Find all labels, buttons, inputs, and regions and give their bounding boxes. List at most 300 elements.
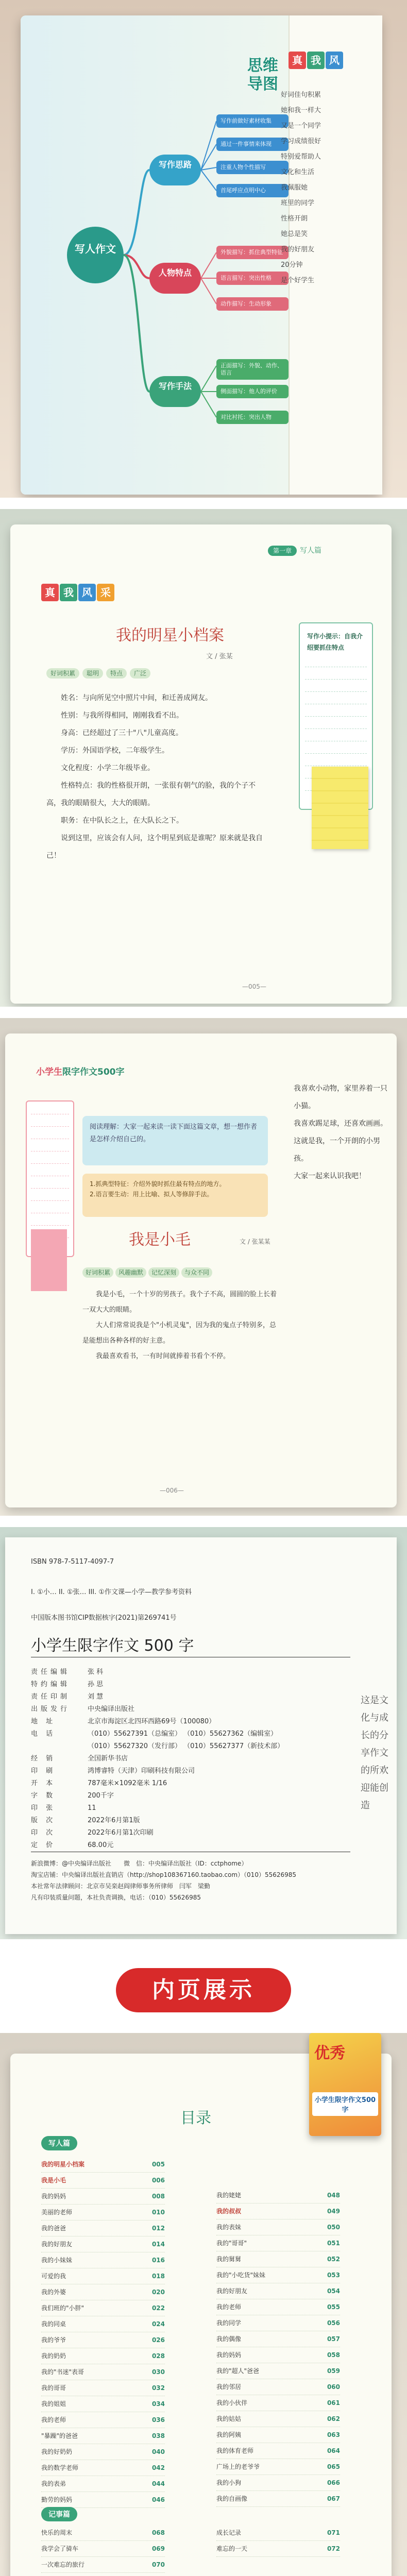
toc-item-page: 071 (327, 2529, 340, 2536)
info-row (31, 1740, 319, 1753)
info-row (31, 1827, 319, 1839)
toc-title: 目录 (180, 2109, 211, 2127)
toc-item-title: 我的爷爷 (41, 2336, 66, 2344)
info-value: 68.00元 (88, 1841, 114, 1849)
info-row (31, 1802, 319, 1815)
footer-line: 淘宝店铺：中央编译出版社直销店（http://shop108367160.taobao.com）（010）55626985 (31, 1871, 297, 1878)
toc-item-title: 我的好朋友 (41, 2241, 73, 2248)
keyword: 特点 (106, 668, 127, 679)
contents-panel (0, 2033, 407, 2576)
leaf-node: 写作前做好素材收集 (216, 114, 289, 128)
text-line: 我佩服她 (281, 184, 308, 192)
toc-item (41, 2205, 165, 2221)
toc-item-title: 我的同学 (216, 2319, 242, 2327)
toc-section: 记事篇 (41, 2507, 77, 2521)
toc-item-title: 我学会了骑车 (41, 2545, 79, 2552)
tag: 真 (41, 584, 59, 601)
toc-item-title: 我的舅舅 (216, 2256, 242, 2263)
essay-body (82, 1287, 278, 1364)
grid-line (31, 1188, 69, 1189)
toc-item-title: 美丽的老师 (41, 2209, 73, 2216)
toc-item-title: 我们班的"小胖" (41, 2304, 84, 2312)
toc-item (41, 2444, 165, 2460)
tag: 风 (78, 584, 96, 601)
toc-item (41, 2316, 165, 2332)
toc-item (216, 2331, 340, 2347)
info-row (31, 1703, 319, 1716)
toc-item-page: 024 (151, 2320, 165, 2328)
toc-item (216, 2235, 340, 2251)
keyword: 聪明 (82, 668, 103, 679)
info-key: 出版发行 (31, 1705, 71, 1713)
text-line: 学习成绩很好 (281, 138, 321, 145)
essay-paragraph: 这就是我，一个开朗的小男孩。 (294, 1137, 380, 1163)
toc-item-page: 028 (151, 2352, 165, 2360)
toc-item (41, 2300, 165, 2316)
info-value: 刘 慧 (88, 1693, 104, 1701)
intro-box: 阅读理解：大家一起来读一读下面这篇文章，想一想作者是怎样介绍自己的。 (82, 1116, 268, 1165)
book-cover-thumbnail (309, 2033, 381, 2136)
toc-item-page: 055 (327, 2303, 340, 2311)
keyword: 记忆深刻 (148, 1267, 179, 1278)
essay-paragraph: 姓名：与向所见空中照片中间，和迁善成网友。 (61, 694, 212, 702)
toc-item-page: 057 (327, 2335, 340, 2343)
info-row (31, 1679, 319, 1691)
leaf-node: 外貌描写：抓住典型特征 (216, 246, 289, 259)
cover-subtitle: 小学生限字作文500字 (312, 2092, 378, 2116)
essay-paragraph: 大家一起来认识我吧！ (294, 1172, 366, 1180)
toc-item-title: 我的阿姨 (216, 2431, 242, 2438)
toc-item-title: 我的偶像 (216, 2335, 242, 2343)
grid-line (31, 1151, 69, 1152)
toc-item-page: 064 (327, 2447, 340, 2454)
branch-node: 写作手法 (149, 376, 201, 407)
info-value: 2022年6月第1次印刷 (88, 1829, 154, 1837)
leaf-node: 语言描写：突出性格 (216, 272, 289, 285)
essay-title: 我的明星小档案 (116, 626, 224, 645)
info-row (31, 1691, 319, 1703)
toc-item-page: 051 (327, 2240, 340, 2247)
toc-item-page: 066 (327, 2479, 340, 2486)
toc-item-title: 我的叔叔 (216, 2208, 242, 2215)
info-key: 字 数 (31, 1792, 56, 1800)
toc-item-title: 我是小毛 (41, 2177, 66, 2184)
separator (0, 1516, 407, 1527)
toc-item-page: 030 (151, 2368, 165, 2376)
essay-paragraph: 性格特点：我的性格很开朗，一张很有朝气的脸，我的个子不高，我的眼睛很大，大大的眼睛。 (46, 782, 256, 807)
text-line: 文化和生活 (281, 168, 315, 176)
keyword-row (46, 669, 154, 677)
toc-item-title: 难忘的一天 (216, 2545, 248, 2552)
info-key (31, 1740, 88, 1753)
cip-line: I. ①小… II. ①张… III. ①作文课—小学—教学参考资料 (31, 1588, 192, 1596)
toc-column-left-2 (41, 2525, 165, 2573)
text-line: 性格开朗 (281, 215, 308, 223)
toc-item-page: 018 (151, 2273, 165, 2280)
toc-item (41, 2221, 165, 2236)
text-line: 又是一个同学 (281, 122, 321, 130)
info-value: 787毫米×1092毫米 1/16 (88, 1780, 167, 1787)
text-line: 特别爱帮助人 (281, 153, 321, 161)
info-row (31, 1716, 319, 1728)
sticky-note (31, 1229, 67, 1291)
toc-item (41, 2268, 165, 2284)
publication-info (31, 1666, 319, 1852)
toc-item-page: 005 (151, 2161, 165, 2168)
essay-paragraph: 性别：与我所得相同，刚刚我看不出。 (61, 711, 183, 720)
essay-paragraph: 我喜欢小动物，家里养着一只小猫。 (294, 1084, 387, 1110)
toc-item-page: 065 (327, 2463, 340, 2470)
toc-item-page: 067 (327, 2495, 340, 2502)
keyword: 广泛 (130, 668, 150, 679)
grid-line (305, 747, 367, 754)
footer-line: 新浪微博：@中央编译出版社 微 信：中央编译出版社（ID：cctphome） (31, 1860, 248, 1867)
info-value: 张 科 (88, 1668, 104, 1676)
toc-item (216, 2459, 340, 2475)
toc-item-page: 020 (151, 2289, 165, 2296)
grid-line (31, 1200, 69, 1201)
publisher-footer (31, 1858, 350, 1903)
info-key: 责任编辑 (31, 1668, 71, 1676)
tip-line: 2.语言要生动：用上比喻、拟人等修辞手法。 (90, 1191, 213, 1198)
leaf-node: 首尾呼应点明中心 (216, 184, 289, 197)
toc-item (41, 2428, 165, 2444)
cip-line: 中国版本图书馆CIP数据核字(2021)第269741号 (31, 1614, 177, 1622)
toc-item-page: 069 (151, 2545, 165, 2552)
info-key: 定 价 (31, 1841, 56, 1849)
toc-item (216, 2204, 340, 2219)
info-row (31, 1765, 319, 1777)
footer-line: 凡有印装质量问题，本社负责调换，电话：（010）55626985 (31, 1894, 201, 1901)
toc-item-title: "暴躁"的爸爸 (41, 2432, 78, 2439)
toc-item-page: 012 (151, 2225, 165, 2232)
toc-item (41, 2557, 165, 2573)
toc-item-page: 054 (327, 2287, 340, 2295)
toc-item (216, 2267, 340, 2283)
toc-item-page: 050 (327, 2224, 340, 2231)
right-column (294, 1080, 392, 1185)
grid-line (31, 1213, 69, 1214)
text-line: 好词佳句积累 (281, 91, 321, 99)
copyright-page (5, 1537, 397, 1934)
tag: 我 (307, 52, 325, 69)
mindmap-panel (0, 0, 407, 498)
toc-item-title: 我的好朋友 (216, 2287, 248, 2295)
essay-author: 文 / 张某 (206, 653, 233, 660)
series-title: 限字作文500字 (62, 1067, 125, 1077)
text-line: 20分钟 (281, 261, 303, 269)
toc-item (41, 2492, 165, 2508)
info-value: 11 (88, 1804, 96, 1812)
tag: 采 (97, 584, 114, 601)
toc-item-title: 一次难忘的旅行 (41, 2561, 85, 2568)
toc-item-page: 072 (327, 2545, 340, 2552)
toc-item-title: 我的明星小档案 (41, 2161, 85, 2168)
toc-item-page: 061 (327, 2399, 340, 2406)
toc-item-title: 我的同桌 (41, 2320, 66, 2328)
toc-item-page: 062 (327, 2415, 340, 2422)
toc-item-title: 我的"超人"爸爸 (216, 2367, 260, 2375)
toc-item-page: 032 (151, 2384, 165, 2392)
toc-item-title: 我的姥姥 (216, 2192, 242, 2199)
toc-item-title: 我的妈妈 (41, 2193, 66, 2200)
grid-line (31, 1225, 69, 1226)
essay-paragraph: 我是小毛，一个十岁的男孩子。我个子不高，圆圆的脸上长着一双大大的眼睛。 (82, 1291, 277, 1314)
section-no: 第一章 (268, 546, 297, 556)
grid-line (305, 759, 367, 766)
toc-item-title: 我的爸爸 (41, 2225, 66, 2232)
info-key: 特约编辑 (31, 1681, 71, 1688)
grid-line (305, 735, 367, 741)
toc-item (41, 2412, 165, 2428)
toc-item-page: 022 (151, 2304, 165, 2312)
toc-item (216, 2411, 340, 2427)
info-value: 鸿博睿特（天津）印刷科技有限公司 (88, 1767, 195, 1775)
info-key: 经 销 (31, 1755, 56, 1762)
keyword: 风趣幽默 (115, 1267, 146, 1278)
info-row (31, 1666, 319, 1679)
grid-line (31, 1126, 69, 1127)
toc-item-page: 070 (151, 2561, 165, 2568)
toc-item (216, 2379, 340, 2395)
toc-item (41, 2364, 165, 2380)
toc-item-page: 058 (327, 2351, 340, 2359)
tag: 真 (289, 52, 306, 69)
toc-item-page: 014 (151, 2241, 165, 2248)
toc-item (216, 2299, 340, 2315)
info-value: 200千字 (88, 1792, 114, 1800)
toc-item-title: 我的小狗 (216, 2479, 242, 2486)
toc-item-title: 我的外婆 (41, 2289, 66, 2296)
toc-item-page: 036 (151, 2416, 165, 2424)
toc-item-page: 059 (327, 2367, 340, 2375)
info-key: 电 话 (31, 1730, 56, 1738)
grid-note: 写作小提示：自我介绍要抓住特点 (307, 633, 363, 651)
grid-line (305, 722, 367, 729)
section-banner: 内页展示 (116, 1968, 291, 2012)
info-key: 地 址 (31, 1718, 56, 1725)
map-title: 思维导图 (247, 57, 278, 93)
toc-item (41, 2476, 165, 2492)
info-key: 版 次 (31, 1817, 56, 1824)
toc-item (216, 2283, 340, 2299)
grid-line (305, 698, 367, 704)
toc-item-title: 我的奶奶 (41, 2352, 66, 2360)
info-key: 开 本 (31, 1780, 56, 1787)
toc-item (216, 2251, 340, 2267)
toc-item (41, 2236, 165, 2252)
isbn: ISBN 978-7-5117-4097-7 (31, 1558, 114, 1566)
branch-node: 人物特点 (149, 263, 201, 294)
essay-paragraph: 我最喜欢看书，一有时间就捧着书看个不停。 (96, 1352, 230, 1360)
essay-body (46, 689, 268, 865)
toc-item (41, 2332, 165, 2348)
essay-author: 文 / 张某某 (240, 1238, 270, 1245)
separator (0, 498, 407, 509)
keyword-row (82, 1268, 214, 1277)
toc-item-title: 快乐的周末 (41, 2529, 73, 2536)
toc-item-title: 我的妈妈 (216, 2351, 242, 2359)
toc-item-page: 040 (151, 2448, 165, 2455)
toc-item-page: 008 (151, 2193, 165, 2200)
section-tags (41, 584, 115, 601)
toc-item (41, 2380, 165, 2396)
text-line: 班里的同学 (281, 199, 315, 207)
toc-item-page: 044 (151, 2480, 165, 2487)
toc-item-page: 042 (151, 2464, 165, 2471)
keyword: 与众不同 (181, 1267, 212, 1278)
essay-paragraph: 身高：已经超过了三十"八"儿童高度。 (61, 729, 183, 737)
toc-item (41, 2252, 165, 2268)
grid-line (31, 1139, 69, 1140)
toc-item-title: 我的表妹 (216, 2224, 242, 2231)
toc-item-title: 我的哥哥 (41, 2384, 66, 2392)
info-row (31, 1839, 319, 1852)
toc-item-title: 我的好奶奶 (41, 2448, 73, 2455)
info-row (31, 1815, 319, 1827)
tag: 风 (326, 52, 343, 69)
toc-item-title: 广场上的老爷爷 (216, 2463, 260, 2470)
toc-item-page: 038 (151, 2432, 165, 2439)
toc-item (41, 2284, 165, 2300)
info-value: 2022年6月第1版 (88, 1817, 140, 1824)
toc-item-title: 成长记录 (216, 2529, 242, 2536)
banner-panel (0, 1942, 407, 2033)
toc-item-title: 我的邻居 (216, 2383, 242, 2391)
toc-item (216, 2363, 340, 2379)
essay-page (10, 524, 392, 1004)
toc-item-title: 我的"书迷"表哥 (41, 2368, 84, 2376)
toc-item-page: 060 (327, 2383, 340, 2391)
toc-item-page: 034 (151, 2400, 165, 2408)
toc-item-page: 068 (151, 2529, 165, 2536)
topic-node: 写人作文 (67, 227, 124, 283)
toc-section: 写人篇 (41, 2136, 77, 2150)
keyword: 好词积累 (46, 668, 79, 679)
info-row (31, 1728, 319, 1740)
toc-item-page: 026 (151, 2336, 165, 2344)
toc-item-page: 046 (151, 2496, 165, 2503)
info-key: 印 刷 (31, 1767, 56, 1775)
toc-item-title: 我的老师 (216, 2303, 242, 2311)
essay-panel (0, 509, 407, 1007)
toc-item (216, 2347, 340, 2363)
info-value: （010）55627320（发行部） （010）55627377（新技术部） (88, 1742, 284, 1750)
grid-line (305, 673, 367, 680)
toc-item (41, 2348, 165, 2364)
essay-paragraph: 我喜欢踢足球，还喜欢画画。 (294, 1120, 387, 1128)
toc-item-title: 我的姐姐 (41, 2400, 66, 2408)
toc-item (41, 2189, 165, 2205)
grid-line (31, 1176, 69, 1177)
toc-item-page: 056 (327, 2319, 340, 2327)
toc-item-page: 016 (151, 2257, 165, 2264)
toc-item-title: 我的表弟 (41, 2480, 66, 2487)
leaf-node: 正面描写：外貌、动作、语言 (216, 359, 289, 380)
grid-line (31, 1114, 69, 1115)
toc-column-right-2 (216, 2525, 340, 2557)
essay-paragraph: 职务：在中队长之上，在大队长之下。 (61, 817, 183, 825)
toc-item (41, 2173, 165, 2189)
toc-item (216, 2188, 340, 2204)
toc-item (216, 2491, 340, 2507)
info-key: 印 张 (31, 1804, 56, 1812)
toc-item (41, 2541, 165, 2557)
cover-title: 优秀 (314, 2044, 345, 2062)
essay-paragraph: 大人们常常说我是个"小机灵鬼"，因为我的鬼点子特别多，总是能想出各种各样的好主意。 (82, 1321, 276, 1345)
tips-box (82, 1174, 268, 1217)
tag: 我 (60, 584, 77, 601)
toc-item-title: 我的体育老师 (216, 2447, 254, 2454)
toc-item (216, 2395, 340, 2411)
toc-item (216, 2427, 340, 2443)
toc-item-title: 我的数学老师 (41, 2464, 79, 2471)
info-value: （010）55627391（总编室） （010）55627362（编辑室） (88, 1730, 278, 1738)
toc-item-title: 我的小妹妹 (41, 2257, 73, 2264)
grid-line (305, 710, 367, 717)
toc-item-page: 049 (327, 2208, 340, 2215)
series-heading (36, 1064, 125, 1077)
info-key: 印 次 (31, 1829, 56, 1837)
info-value: 北京市海淀区北四环西路69号（100080） (88, 1718, 216, 1725)
toc-item-page: 053 (327, 2272, 340, 2279)
right-page-text (281, 88, 368, 289)
info-row (31, 1777, 319, 1790)
leaf-node: 对比衬托：突出人物 (216, 411, 289, 424)
toc-item-title: 可爱的我 (41, 2273, 66, 2280)
leaf-node: 注重人物个性描写 (216, 161, 289, 174)
text-line: 我的好朋友 (281, 246, 315, 253)
info-row (31, 1790, 319, 1802)
grid-line (31, 1163, 69, 1164)
tip-line: 1.抓典型特征：介绍外貌时抓住最有特点的地方。 (90, 1180, 226, 1188)
toc-item-title: 勤劳的妈妈 (41, 2496, 73, 2503)
toc-column-left (41, 2157, 165, 2508)
essay-page (5, 1033, 397, 1507)
page-number: —005— (242, 983, 266, 990)
text-line: 是个好学生 (281, 277, 315, 284)
info-value: 孙 思 (88, 1681, 104, 1688)
essay-panel-2 (0, 1018, 407, 1516)
section-tags (289, 52, 350, 72)
toc-item-page: 006 (151, 2177, 165, 2184)
toc-item (41, 2525, 165, 2541)
left-page (21, 15, 289, 495)
toc-column-right (216, 2188, 340, 2507)
toc-item-title: 我的老师 (41, 2416, 66, 2424)
grid-line (305, 660, 367, 667)
toc-item (216, 2541, 340, 2557)
info-row (31, 1753, 319, 1765)
leaf-node: 侧面描写：他人的评价 (216, 385, 289, 398)
series-prefix: 小学生 (36, 1067, 62, 1077)
book-title: 小学生限字作文 500 字 (31, 1637, 194, 1655)
footer-line: 本社常年法律顾问：北京市吴栾赵阎律师事务所律师 闫军 梁勤 (31, 1883, 211, 1890)
info-key: 责任印制 (31, 1693, 71, 1701)
essay-title: 我是小毛 (129, 1231, 191, 1249)
section-badge (268, 545, 321, 555)
toc-item-page: 048 (327, 2192, 340, 2199)
toc-item-title: 我的"小吃货"妹妹 (216, 2272, 266, 2279)
separator (0, 1007, 407, 1018)
toc-item (216, 2443, 340, 2459)
side-text: 这是文化与成长的分享作文的所欢迎能创造 (361, 1695, 388, 1811)
text-line: 她总是笑 (281, 230, 308, 238)
toc-item-page: 063 (327, 2431, 340, 2438)
sticky-note (312, 767, 368, 849)
toc-item-page: 052 (327, 2256, 340, 2263)
essay-paragraph: 说到这里，应该会有人问，这个明星到底是谁呢？原来就是我自己！ (46, 834, 263, 860)
